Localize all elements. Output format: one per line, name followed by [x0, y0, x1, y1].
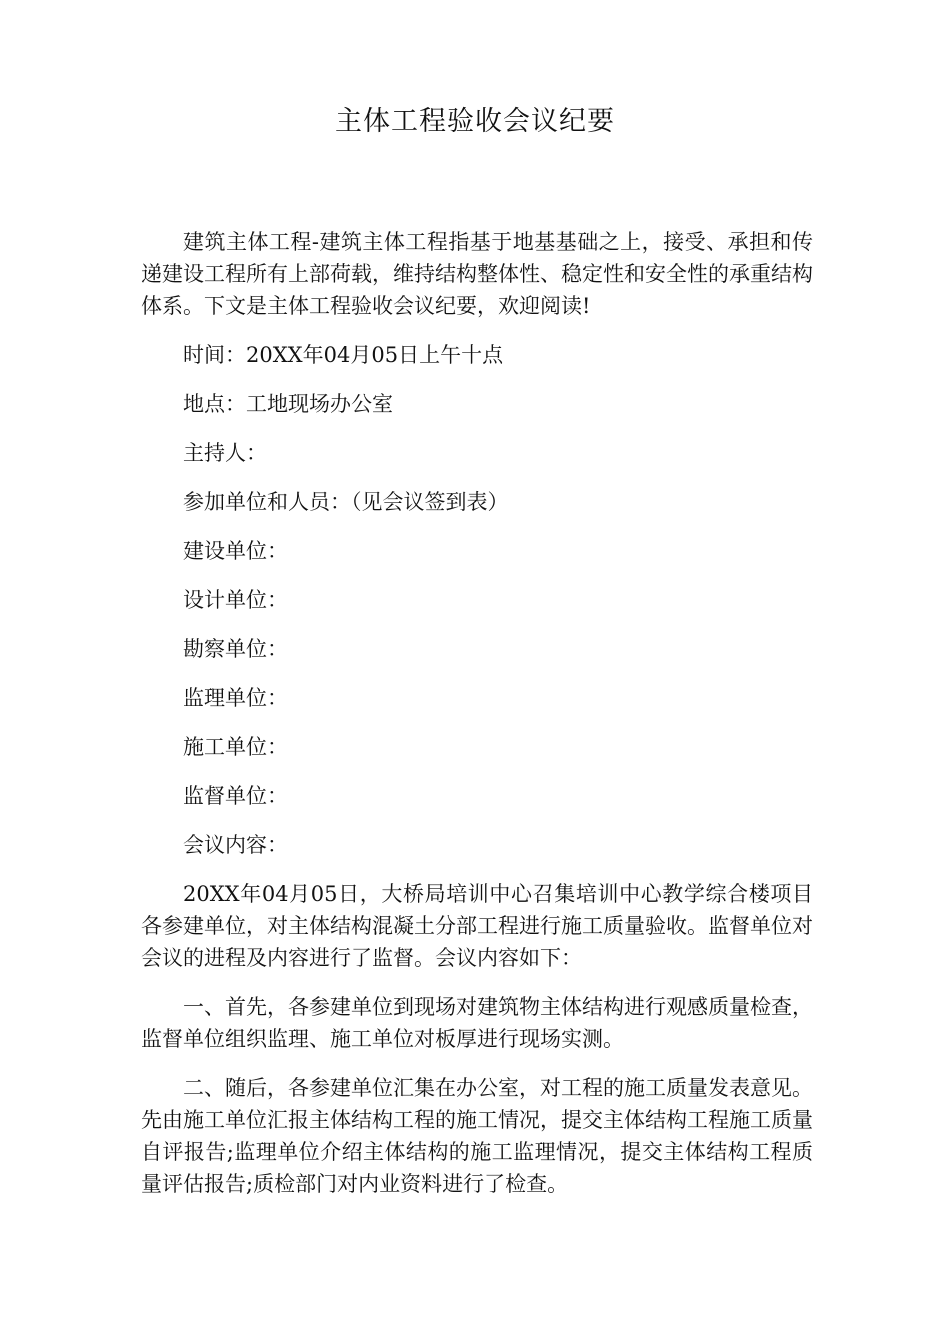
paragraph-host: 主持人： [183, 441, 267, 465]
paragraph-builder-unit: 施工单位： [183, 735, 288, 759]
paragraph-location: 地点：工地现场办公室 [183, 392, 393, 416]
paragraph-supervision-unit: 监理单位： [183, 686, 288, 710]
paragraph-intro: 建筑主体工程-建筑主体工程指基于地基基础之上，接受、承担和传递建设工程所有上部荷载，维持结构整体性、稳定性和安全性的承重结构体系。下文是主体工程验收会议纪要，欢迎阅读! [141, 230, 813, 318]
paragraph-design-unit: 设计单位： [183, 588, 288, 612]
paragraph-meeting-content: 会议内容： [183, 833, 288, 857]
paragraph-meeting-summary: 20XX年04月05日，大桥局培训中心召集培训中心教学综合楼项目各参建单位，对主体结构混凝土分部工程进行施工质量验收。监督单位对会议的进程及内容进行了监督。会议内容如下： [141, 882, 813, 970]
document-body [141, 226, 813, 1217]
paragraph-time: 时间：20XX年04月05日上午十点 [183, 343, 504, 367]
paragraph-survey-unit: 勘察单位： [183, 637, 288, 661]
paragraph-attendees: 参加单位和人员：（见会议签到表） [183, 490, 509, 514]
document-title: 主体工程验收会议纪要 [335, 106, 615, 137]
paragraph-construction-unit: 建设单位： [183, 539, 288, 563]
paragraph-item-one: 一、首先，各参建单位到现场对建筑物主体结构进行观感质量检查，监督单位组织监理、施工单位对板厚进行现场实测。 [141, 995, 813, 1051]
paragraph-item-two: 二、随后，各参建单位汇集在办公室，对工程的施工质量发表意见。先由施工单位汇报主体结构工程的施工情况，提交主体结构工程施工质量自评报告;监理单位介绍主体结构的施工监理情况，提交主体结构工程质量评估报告;质检部门对内业资料进行了检查。 [141, 1076, 813, 1196]
paragraph-oversight-unit: 监督单位： [183, 784, 288, 808]
